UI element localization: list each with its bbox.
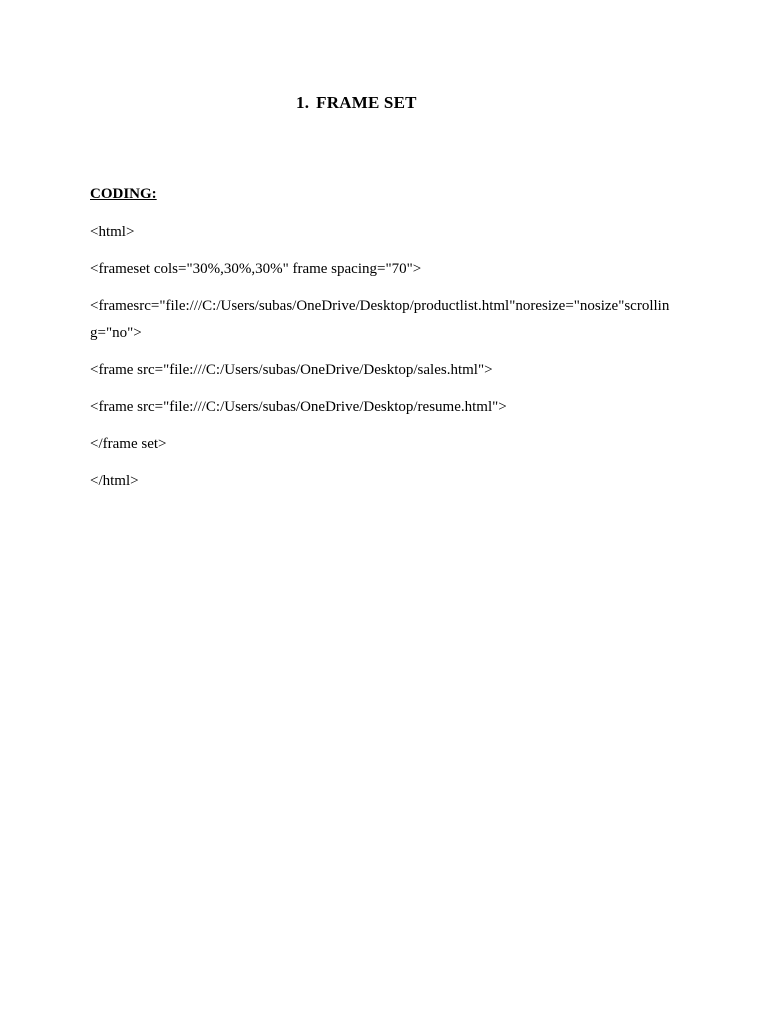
code-line-html-close: </html> (90, 473, 139, 489)
code-line-frame-resume: <frame src="file:///C:/Users/subas/OneDrive/Desktop/resume.html"> (90, 399, 507, 415)
heading-title: FRAME SET (316, 93, 417, 112)
code-line-frameset: <frameset cols="30%,30%,30%" frame spacing="70"> (90, 261, 422, 277)
code-line-frameset-close: </frame set> (90, 436, 167, 452)
code-line-frame-productlist-continued: g="no"> (90, 325, 142, 341)
code-line-frame-productlist: <framesrc="file:///C:/Users/subas/OneDrive/Desktop/productlist.html"noresize="nosize"scrollin (90, 298, 670, 314)
code-line-frame-sales: <frame src="file:///C:/Users/subas/OneDrive/Desktop/sales.html"> (90, 362, 493, 378)
heading-text (296, 93, 417, 113)
coding-label: CODING: (90, 186, 157, 202)
code-line-html-open: <html> (90, 224, 135, 240)
heading-number: 1. (296, 93, 310, 112)
